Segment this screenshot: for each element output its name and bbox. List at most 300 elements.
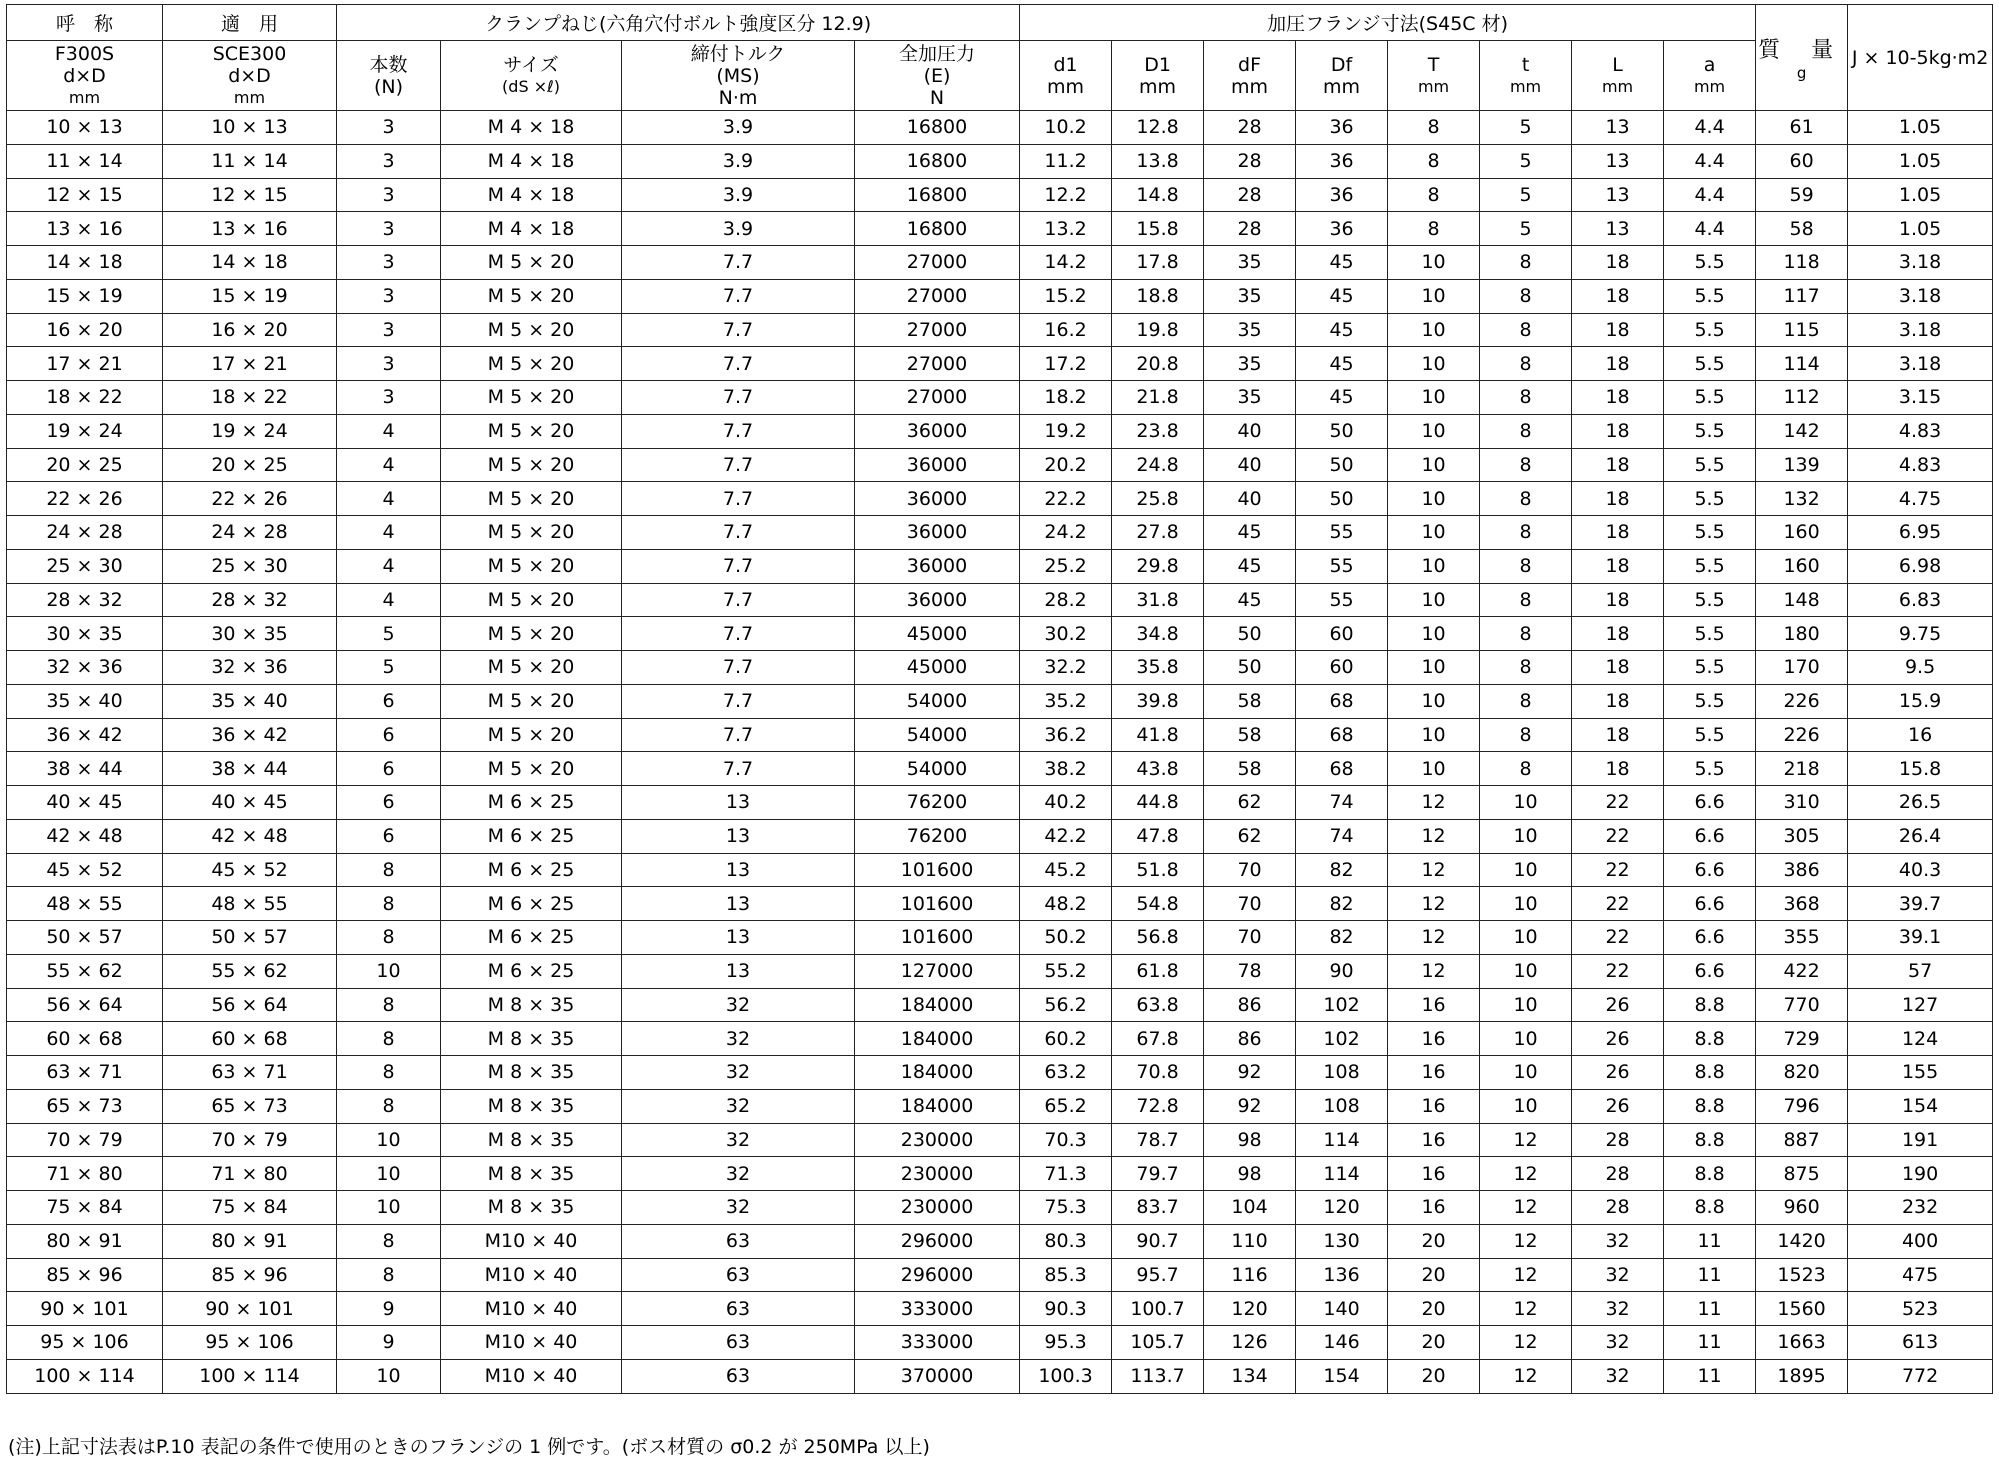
- mass-label: 質 量: [1758, 38, 1846, 63]
- table-row: [7, 381, 1993, 415]
- table-body: [7, 111, 1993, 1394]
- applicable-cell: 60 × 68: [163, 1022, 337, 1056]
- L-cell: 18: [1572, 313, 1664, 347]
- Df-cell: 68: [1296, 718, 1388, 752]
- dF-cell: 28: [1204, 178, 1296, 212]
- force-cell: 16800: [855, 212, 1020, 246]
- dF-cell: 120: [1204, 1292, 1296, 1326]
- t-cell: 8: [1480, 752, 1572, 786]
- dF-cell: 40: [1204, 414, 1296, 448]
- a-cell: 5.5: [1664, 516, 1756, 550]
- inertia-cell: 3.15: [1848, 381, 1993, 415]
- D1-cell: 43.8: [1112, 752, 1204, 786]
- applicable-cell: 11 × 14: [163, 144, 337, 178]
- applicable-cell: 55 × 62: [163, 954, 337, 988]
- nominal-cell: 15 × 19: [7, 279, 163, 313]
- mass-cell: 118: [1756, 246, 1848, 280]
- inertia-cell: 1.05: [1848, 144, 1993, 178]
- torque-cell: 7.7: [622, 381, 855, 415]
- d1-cell: 56.2: [1020, 988, 1112, 1022]
- T-cell: 12: [1388, 819, 1480, 853]
- D1-cell: 105.7: [1112, 1326, 1204, 1360]
- mass-cell: 386: [1756, 853, 1848, 887]
- a-cell: 6.6: [1664, 819, 1756, 853]
- t-cell: 12: [1480, 1326, 1572, 1360]
- count-cell: 6: [337, 752, 441, 786]
- t-cell: 8: [1480, 414, 1572, 448]
- d1-cell: 11.2: [1020, 144, 1112, 178]
- table-row: [7, 549, 1993, 583]
- size-cell: M 5 × 20: [441, 246, 622, 280]
- T-cell: 12: [1388, 887, 1480, 921]
- torque-cell: 13: [622, 954, 855, 988]
- force-cell: 76200: [855, 786, 1020, 820]
- D1-cell: 54.8: [1112, 887, 1204, 921]
- T-cell: 12: [1388, 853, 1480, 887]
- mass-cell: 1895: [1756, 1359, 1848, 1393]
- T-cell: 10: [1388, 617, 1480, 651]
- torque-cell: 13: [622, 853, 855, 887]
- a-cell: 8.8: [1664, 1089, 1756, 1123]
- inertia-cell: 772: [1848, 1359, 1993, 1393]
- table-row: [7, 1123, 1993, 1157]
- inertia-cell: 232: [1848, 1191, 1993, 1225]
- dF-cell: 104: [1204, 1191, 1296, 1225]
- table-row: [7, 921, 1993, 955]
- D1-cell: 17.8: [1112, 246, 1204, 280]
- t-cell: 8: [1480, 651, 1572, 685]
- applicable-cell: 100 × 114: [163, 1359, 337, 1393]
- d1-cell: 36.2: [1020, 718, 1112, 752]
- applicable-cell: 17 × 21: [163, 347, 337, 381]
- mass-cell: 61: [1756, 111, 1848, 145]
- a-cell: 11: [1664, 1258, 1756, 1292]
- inertia-cell: 40.3: [1848, 853, 1993, 887]
- Df-cell: 140: [1296, 1292, 1388, 1326]
- count-cell: 3: [337, 144, 441, 178]
- table-row: [7, 1089, 1993, 1123]
- applicable-cell: 28 × 32: [163, 583, 337, 617]
- count-cell: 8: [337, 1056, 441, 1090]
- T-cell: 20: [1388, 1292, 1480, 1326]
- dF-cell: 45: [1204, 516, 1296, 550]
- dF-cell: 62: [1204, 786, 1296, 820]
- torque-cell: 7.7: [622, 516, 855, 550]
- t-cell: 12: [1480, 1191, 1572, 1225]
- torque-cell: 32: [622, 1056, 855, 1090]
- dF-cell: 58: [1204, 752, 1296, 786]
- count-cell: 8: [337, 1022, 441, 1056]
- d1-cell: 45.2: [1020, 853, 1112, 887]
- L-cell: 18: [1572, 516, 1664, 550]
- header-row-1: [7, 5, 1993, 41]
- count-cell: 3: [337, 347, 441, 381]
- size-cell: M 8 × 35: [441, 988, 622, 1022]
- T-cell: 10: [1388, 516, 1480, 550]
- dF-label: dF: [1238, 53, 1262, 76]
- applicable-cell: 13 × 16: [163, 212, 337, 246]
- force-cell: 296000: [855, 1258, 1020, 1292]
- mass-cell: 875: [1756, 1157, 1848, 1191]
- footnote: (注)上記寸法表はP.10 表記の条件で使用のときのフランジの 1 例です。(ボス材質の σ0.2 が 250MPa 以上): [8, 1436, 930, 1458]
- size-cell: M 6 × 25: [441, 887, 622, 921]
- Df-cell: 50: [1296, 414, 1388, 448]
- torque-cell: 63: [622, 1224, 855, 1258]
- Df-cell: 82: [1296, 853, 1388, 887]
- L-cell: 32: [1572, 1224, 1664, 1258]
- mass-header: [1756, 5, 1848, 111]
- T-cell: 10: [1388, 651, 1480, 685]
- torque-cell: 7.7: [622, 313, 855, 347]
- size-cell: M 5 × 20: [441, 381, 622, 415]
- t-cell: 8: [1480, 482, 1572, 516]
- a-cell: 5.5: [1664, 448, 1756, 482]
- a-cell: 6.6: [1664, 887, 1756, 921]
- table-row: [7, 1292, 1993, 1326]
- L-cell: 26: [1572, 1022, 1664, 1056]
- table-row: [7, 279, 1993, 313]
- applicable-cell: 65 × 73: [163, 1089, 337, 1123]
- force-cell: 230000: [855, 1157, 1020, 1191]
- t-cell: 10: [1480, 786, 1572, 820]
- mass-cell: 115: [1756, 313, 1848, 347]
- torque-cell: 63: [622, 1326, 855, 1360]
- a-cell: 5.5: [1664, 718, 1756, 752]
- inertia-cell: 3.18: [1848, 347, 1993, 381]
- T-cell: 16: [1388, 1056, 1480, 1090]
- header-row-2: [7, 41, 1993, 111]
- Df-cell: 102: [1296, 1022, 1388, 1056]
- L-cell: 18: [1572, 617, 1664, 651]
- count-cell: 4: [337, 482, 441, 516]
- D1-cell: 67.8: [1112, 1022, 1204, 1056]
- d1-cell: 80.3: [1020, 1224, 1112, 1258]
- size-cell: M 5 × 20: [441, 347, 622, 381]
- Df-cell: 136: [1296, 1258, 1388, 1292]
- inertia-cell: 3.18: [1848, 313, 1993, 347]
- force-cell: 45000: [855, 617, 1020, 651]
- dF-cell: 78: [1204, 954, 1296, 988]
- d1-cell: 100.3: [1020, 1359, 1112, 1393]
- nominal-unit: mm: [68, 87, 101, 107]
- Df-cell: 68: [1296, 752, 1388, 786]
- count-cell: 6: [337, 786, 441, 820]
- dF-cell: 40: [1204, 482, 1296, 516]
- force-cell: 184000: [855, 1022, 1020, 1056]
- spec-table: [6, 4, 1993, 1394]
- size-cell: M 5 × 20: [441, 414, 622, 448]
- nominal-cell: 30 × 35: [7, 617, 163, 651]
- L-cell: 18: [1572, 448, 1664, 482]
- T-cell: 10: [1388, 684, 1480, 718]
- group-bolt-header: クランプねじ(六角穴付ボルト強度区分 12.9): [337, 5, 1020, 41]
- D1-cell: 15.8: [1112, 212, 1204, 246]
- Df-cell: 45: [1296, 279, 1388, 313]
- inertia-cell: 1.05: [1848, 212, 1993, 246]
- mass-cell: 60: [1756, 144, 1848, 178]
- applicable-model: SCE300: [212, 42, 287, 65]
- L-cell: 18: [1572, 347, 1664, 381]
- inertia-cell: 6.95: [1848, 516, 1993, 550]
- T-cell: 20: [1388, 1224, 1480, 1258]
- T-cell: 12: [1388, 954, 1480, 988]
- force-cell: 27000: [855, 246, 1020, 280]
- Df-cell: 114: [1296, 1157, 1388, 1191]
- nominal-dim: d×D: [63, 64, 106, 87]
- size-cell: M 5 × 20: [441, 279, 622, 313]
- size-cell: M 8 × 35: [441, 1157, 622, 1191]
- Df-cell: 55: [1296, 516, 1388, 550]
- dF-cell: 92: [1204, 1089, 1296, 1123]
- L-cell: 18: [1572, 752, 1664, 786]
- nominal-cell: 80 × 91: [7, 1224, 163, 1258]
- torque-label: 締付トルク: [690, 42, 786, 65]
- size-cell: M 6 × 25: [441, 786, 622, 820]
- Df-cell: 74: [1296, 819, 1388, 853]
- nominal-cell: 55 × 62: [7, 954, 163, 988]
- L-cell: 22: [1572, 819, 1664, 853]
- L-cell: 22: [1572, 954, 1664, 988]
- T-cell: 16: [1388, 1123, 1480, 1157]
- t-cell: 8: [1480, 347, 1572, 381]
- applicable-cell: 95 × 106: [163, 1326, 337, 1360]
- count-cell: 4: [337, 448, 441, 482]
- Df-cell: 68: [1296, 684, 1388, 718]
- mass-cell: 887: [1756, 1123, 1848, 1157]
- Df-cell: 60: [1296, 617, 1388, 651]
- Df-unit: mm: [1323, 75, 1361, 98]
- force-cell: 16800: [855, 111, 1020, 145]
- size-cell: M 5 × 20: [441, 684, 622, 718]
- torque-cell: 7.7: [622, 684, 855, 718]
- force-symbol: (E): [923, 64, 951, 87]
- size-cell: M 6 × 25: [441, 819, 622, 853]
- table-row: [7, 448, 1993, 482]
- group-applicable-header: 適 用: [163, 5, 337, 41]
- inertia-cell: 15.8: [1848, 752, 1993, 786]
- T-cell: 8: [1388, 212, 1480, 246]
- mass-cell: 820: [1756, 1056, 1848, 1090]
- t-cell: 8: [1480, 381, 1572, 415]
- a-cell: 5.5: [1664, 279, 1756, 313]
- mass-cell: 355: [1756, 921, 1848, 955]
- force-cell: 333000: [855, 1292, 1020, 1326]
- count-cell: 8: [337, 1089, 441, 1123]
- D1-cell: 113.7: [1112, 1359, 1204, 1393]
- L-cell: 13: [1572, 212, 1664, 246]
- inertia-cell: 191: [1848, 1123, 1993, 1157]
- dF-cell: 58: [1204, 718, 1296, 752]
- torque-cell: 7.7: [622, 448, 855, 482]
- nominal-cell: 45 × 52: [7, 853, 163, 887]
- table-row: [7, 651, 1993, 685]
- force-cell: 184000: [855, 988, 1020, 1022]
- d1-cell: 95.3: [1020, 1326, 1112, 1360]
- inertia-cell: 400: [1848, 1224, 1993, 1258]
- applicable-cell: 63 × 71: [163, 1056, 337, 1090]
- T-cell: 12: [1388, 921, 1480, 955]
- nominal-cell: 22 × 26: [7, 482, 163, 516]
- inertia-cell: 39.7: [1848, 887, 1993, 921]
- d1-cell: 19.2: [1020, 414, 1112, 448]
- count-cell: 3: [337, 279, 441, 313]
- table-row: [7, 786, 1993, 820]
- inertia-cell: 4.83: [1848, 414, 1993, 448]
- size-cell: M 5 × 20: [441, 516, 622, 550]
- table-row: [7, 752, 1993, 786]
- t-cell: 5: [1480, 178, 1572, 212]
- nominal-cell: 19 × 24: [7, 414, 163, 448]
- dF-cell: 28: [1204, 144, 1296, 178]
- T-cell: 16: [1388, 988, 1480, 1022]
- t-cell: 10: [1480, 988, 1572, 1022]
- table-row: [7, 1359, 1993, 1393]
- dF-cell: 28: [1204, 212, 1296, 246]
- d1-cell: 65.2: [1020, 1089, 1112, 1123]
- mass-unit: g: [1796, 64, 1807, 82]
- applicable-cell: 85 × 96: [163, 1258, 337, 1292]
- t-label: t: [1521, 53, 1530, 76]
- applicable-cell: 12 × 15: [163, 178, 337, 212]
- nominal-cell: 10 × 13: [7, 111, 163, 145]
- dF-cell: 62: [1204, 819, 1296, 853]
- size-cell: M 8 × 35: [441, 1022, 622, 1056]
- size-cell: M10 × 40: [441, 1224, 622, 1258]
- applicable-cell: 50 × 57: [163, 921, 337, 955]
- force-col-header: [855, 41, 1020, 111]
- count-cell: 10: [337, 1359, 441, 1393]
- a-cell: 5.5: [1664, 347, 1756, 381]
- dF-cell: 86: [1204, 988, 1296, 1022]
- mass-cell: 960: [1756, 1191, 1848, 1225]
- inertia-cell: 15.9: [1848, 684, 1993, 718]
- t-cell: 10: [1480, 887, 1572, 921]
- t-cell: 5: [1480, 111, 1572, 145]
- inertia-cell: 39.1: [1848, 921, 1993, 955]
- applicable-dim: d×D: [228, 64, 271, 87]
- D1-cell: 31.8: [1112, 583, 1204, 617]
- mass-cell: 180: [1756, 617, 1848, 651]
- count-cell: 8: [337, 1224, 441, 1258]
- D1-cell: 47.8: [1112, 819, 1204, 853]
- L-cell: 18: [1572, 583, 1664, 617]
- t-cell: 12: [1480, 1224, 1572, 1258]
- d1-cell: 71.3: [1020, 1157, 1112, 1191]
- table-row: [7, 954, 1993, 988]
- count-cell: 10: [337, 954, 441, 988]
- D1-cell: 18.8: [1112, 279, 1204, 313]
- size-col-header: [441, 41, 622, 111]
- a-cell: 5.5: [1664, 381, 1756, 415]
- a-cell: 4.4: [1664, 111, 1756, 145]
- size-unit: (dS ×ℓ): [502, 76, 560, 96]
- Df-cell: 55: [1296, 583, 1388, 617]
- count-cell: 10: [337, 1191, 441, 1225]
- inertia-cell: 26.5: [1848, 786, 1993, 820]
- d1-cell: 25.2: [1020, 549, 1112, 583]
- mass-cell: 1560: [1756, 1292, 1848, 1326]
- a-cell: 5.5: [1664, 482, 1756, 516]
- D1-cell: 19.8: [1112, 313, 1204, 347]
- Df-cell: 36: [1296, 212, 1388, 246]
- mass-cell: 112: [1756, 381, 1848, 415]
- D1-label: D1: [1144, 53, 1171, 76]
- inertia-cell: 155: [1848, 1056, 1993, 1090]
- a-cell: 8.8: [1664, 1123, 1756, 1157]
- mass-cell: 796: [1756, 1089, 1848, 1123]
- force-cell: 101600: [855, 853, 1020, 887]
- force-cell: 230000: [855, 1191, 1020, 1225]
- mass-cell: 148: [1756, 583, 1848, 617]
- t-cell: 10: [1480, 1022, 1572, 1056]
- dF-cell: 70: [1204, 887, 1296, 921]
- t-cell: 8: [1480, 448, 1572, 482]
- count-cell: 8: [337, 1258, 441, 1292]
- d1-cell: 18.2: [1020, 381, 1112, 415]
- dF-cell: 35: [1204, 279, 1296, 313]
- dF-cell: 70: [1204, 853, 1296, 887]
- force-cell: 296000: [855, 1224, 1020, 1258]
- mass-cell: 160: [1756, 516, 1848, 550]
- inertia-cell: 1.05: [1848, 178, 1993, 212]
- t-cell: 8: [1480, 718, 1572, 752]
- mass-cell: 1420: [1756, 1224, 1848, 1258]
- applicable-cell: 18 × 22: [163, 381, 337, 415]
- count-cell: 4: [337, 583, 441, 617]
- L-cell: 18: [1572, 414, 1664, 448]
- torque-cell: 7.7: [622, 617, 855, 651]
- inertia-cell: 4.83: [1848, 448, 1993, 482]
- a-cell: 5.5: [1664, 246, 1756, 280]
- size-cell: M 6 × 25: [441, 921, 622, 955]
- nominal-cell: 71 × 80: [7, 1157, 163, 1191]
- L-cell: 18: [1572, 246, 1664, 280]
- force-cell: 16800: [855, 144, 1020, 178]
- inertia-cell: 523: [1848, 1292, 1993, 1326]
- torque-cell: 13: [622, 887, 855, 921]
- D1-cell: 13.8: [1112, 144, 1204, 178]
- dF-cell: 45: [1204, 549, 1296, 583]
- d1-cell: 48.2: [1020, 887, 1112, 921]
- T-cell: 16: [1388, 1157, 1480, 1191]
- L-cell: 28: [1572, 1191, 1664, 1225]
- size-cell: M 5 × 20: [441, 313, 622, 347]
- L-cell: 18: [1572, 482, 1664, 516]
- table-row: [7, 718, 1993, 752]
- D1-cell: 63.8: [1112, 988, 1204, 1022]
- mass-cell: 114: [1756, 347, 1848, 381]
- a-cell: 8.8: [1664, 988, 1756, 1022]
- count-cell: 6: [337, 819, 441, 853]
- a-cell: 11: [1664, 1292, 1756, 1326]
- count-cell: 3: [337, 313, 441, 347]
- table-row: [7, 144, 1993, 178]
- nominal-model: F300S: [54, 42, 115, 65]
- Df-cell: 45: [1296, 246, 1388, 280]
- applicable-cell: 40 × 45: [163, 786, 337, 820]
- nominal-cell: 75 × 84: [7, 1191, 163, 1225]
- t-cell: 8: [1480, 583, 1572, 617]
- Df-col-header: [1296, 41, 1388, 111]
- nominal-cell: 24 × 28: [7, 516, 163, 550]
- size-cell: M 6 × 25: [441, 853, 622, 887]
- d1-cell: 16.2: [1020, 313, 1112, 347]
- nominal-cell: 65 × 73: [7, 1089, 163, 1123]
- T-cell: 10: [1388, 279, 1480, 313]
- mass-cell: 226: [1756, 718, 1848, 752]
- D1-cell: 21.8: [1112, 381, 1204, 415]
- table-row: [7, 1022, 1993, 1056]
